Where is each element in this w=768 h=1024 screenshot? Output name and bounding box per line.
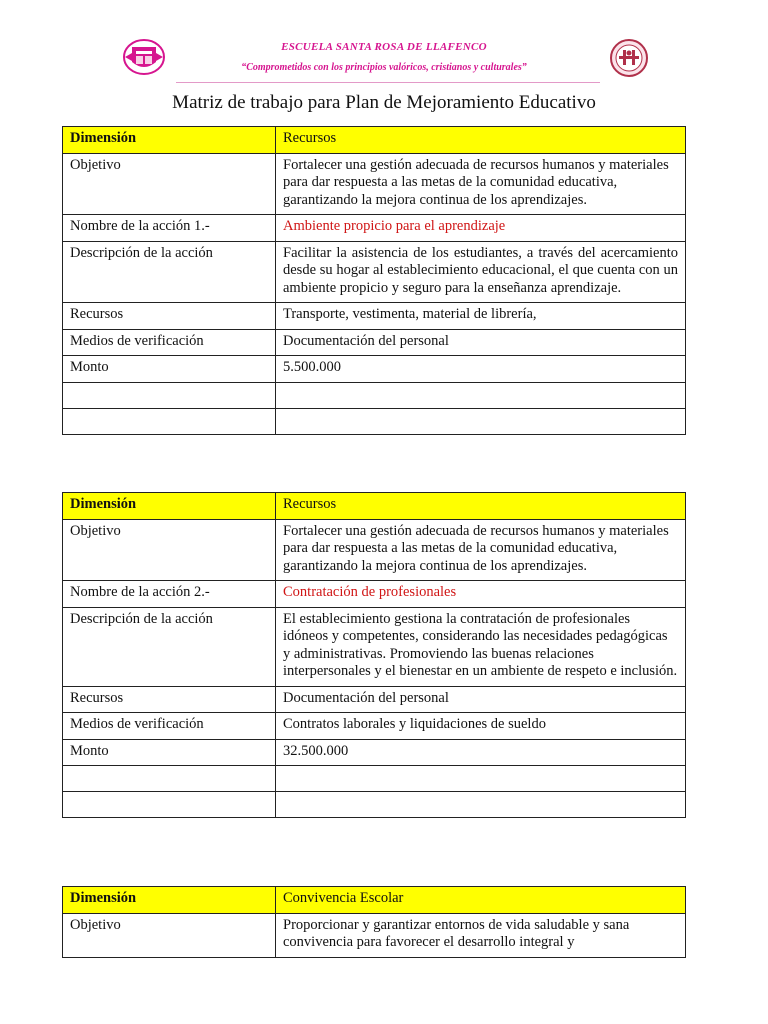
objective-row	[63, 153, 686, 215]
objective-label: Objetivo	[63, 153, 276, 215]
action-description-row	[63, 241, 686, 303]
empty-cell	[63, 382, 276, 408]
verification-value: Contratos laborales y liquidaciones de sueldo	[276, 713, 686, 740]
dimension-value: Recursos	[276, 127, 686, 154]
verification-row	[63, 713, 686, 740]
action-matrix-table-2	[62, 492, 686, 818]
empty-cell	[63, 408, 276, 434]
resources-value: Transporte, vestimenta, material de librería,	[276, 303, 686, 330]
action-name-row	[63, 581, 686, 608]
empty-row	[63, 408, 686, 434]
objective-value: Fortalecer una gestión adecuada de recursos humanos y materiales para dar respuesta a las metas de la comunidad educativa, garantizando la mejora continua de los aprendizajes.	[276, 153, 686, 215]
action-description-value: El establecimiento gestiona la contratación de profesionales idóneos y competentes, considerando las necesidades pedagógicas y administrativas. Promoviendo las buenas relaciones interpersonales y el bienestar en un ambiente de respeto e inclusión.	[276, 607, 686, 686]
action-name-label: Nombre de la acción 1.-	[63, 215, 276, 242]
resources-row	[63, 303, 686, 330]
letterhead	[0, 0, 768, 90]
empty-cell	[276, 382, 686, 408]
school-name: ESCUELA SANTA ROSA DE LLAFENCO	[281, 41, 487, 53]
amount-value: 5.500.000	[276, 356, 686, 383]
amount-row	[63, 739, 686, 766]
resources-label: Recursos	[63, 686, 276, 713]
objective-row	[63, 913, 686, 957]
resources-row	[63, 686, 686, 713]
action-name-label: Nombre de la acción 2.-	[63, 581, 276, 608]
dimension-label: Dimensión	[63, 127, 276, 154]
resources-label: Recursos	[63, 303, 276, 330]
action-name-value: Ambiente propicio para el aprendizaje	[276, 215, 686, 242]
dimension-label: Dimensión	[63, 493, 276, 520]
document-title: Matriz de trabajo para Plan de Mejoramiento Educativo	[172, 92, 596, 113]
empty-row	[63, 792, 686, 818]
empty-cell	[276, 408, 686, 434]
amount-row	[63, 356, 686, 383]
header-divider	[176, 82, 600, 83]
action-description-row	[63, 607, 686, 686]
institution-seal-logo	[607, 38, 651, 78]
action-name-row	[63, 215, 686, 242]
empty-cell	[63, 792, 276, 818]
school-motto: “Comprometidos con los principios valóricos, cristianos y culturales”	[241, 62, 527, 73]
dimension-value: Recursos	[276, 493, 686, 520]
verification-label: Medios de verificación	[63, 329, 276, 356]
action-matrix-table-1	[62, 126, 686, 435]
dimension-row	[63, 887, 686, 914]
objective-value: Fortalecer una gestión adecuada de recursos humanos y materiales para dar respuesta a las metas de la comunidad educativa, garantizando la mejora continua de los aprendizajes.	[276, 519, 686, 581]
dimension-row	[63, 493, 686, 520]
action-description-value: Facilitar la asistencia de los estudiantes, a través del acercamiento desde su hogar al establecimiento educacional, el que cuenta con un ambiente propicio y seguro para la enseñanza aprendizaje.	[276, 241, 686, 303]
verification-row	[63, 329, 686, 356]
empty-row	[63, 766, 686, 792]
empty-cell	[276, 766, 686, 792]
resources-value: Documentación del personal	[276, 686, 686, 713]
objective-label: Objetivo	[63, 519, 276, 581]
objective-value: Proporcionar y garantizar entornos de vida saludable y sana convivencia para favorecer el desarrollo integral y	[276, 913, 686, 957]
amount-value: 32.500.000	[276, 739, 686, 766]
action-matrix-table-3	[62, 886, 686, 958]
amount-label: Monto	[63, 356, 276, 383]
dimension-row	[63, 127, 686, 154]
empty-row	[63, 382, 686, 408]
empty-cell	[63, 766, 276, 792]
action-description-label: Descripción de la acción	[63, 607, 276, 686]
action-name-value: Contratación de profesionales	[276, 581, 686, 608]
dimension-value: Convivencia Escolar	[276, 887, 686, 914]
objective-label: Objetivo	[63, 913, 276, 957]
verification-value: Documentación del personal	[276, 329, 686, 356]
verification-label: Medios de verificación	[63, 713, 276, 740]
objective-row	[63, 519, 686, 581]
dimension-label: Dimensión	[63, 887, 276, 914]
empty-cell	[276, 792, 686, 818]
action-description-label: Descripción de la acción	[63, 241, 276, 303]
amount-label: Monto	[63, 739, 276, 766]
